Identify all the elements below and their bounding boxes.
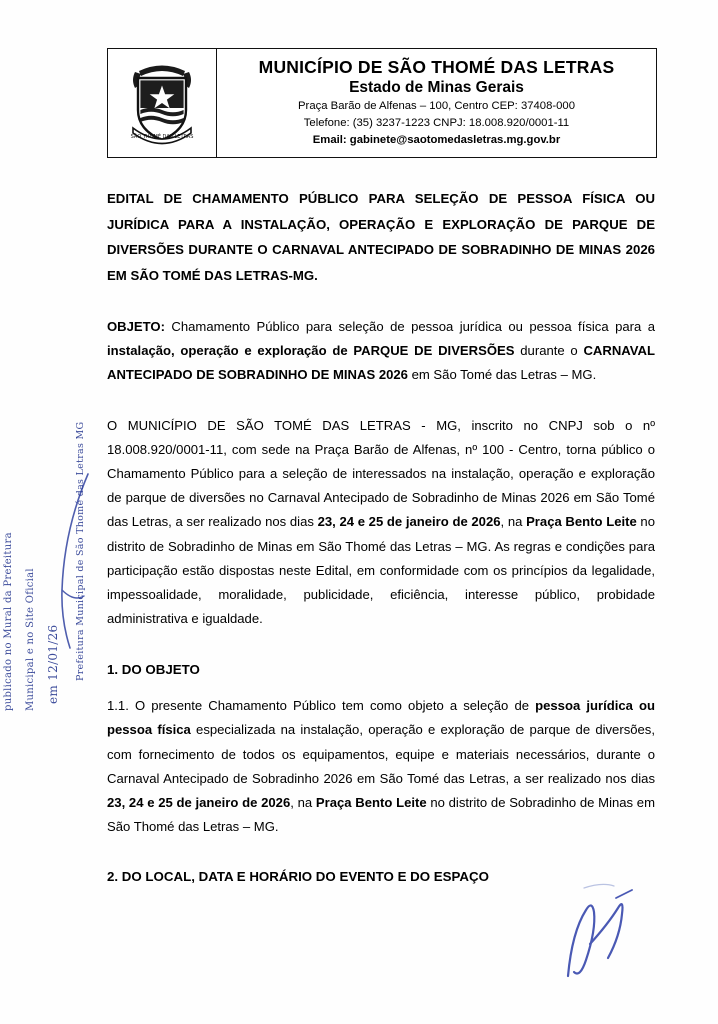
objeto-text-e: em São Tomé das Letras – MG. — [407, 367, 597, 383]
objeto-text-a: Chamamento Público para seleção de pessoa jurídica ou pessoa física para a — [164, 318, 655, 334]
svg-text:SÃO THOMÉ DAS LETRAS: SÃO THOMÉ DAS LETRAS — [130, 133, 194, 140]
coat-of-arms-icon — [125, 58, 199, 150]
section-1-heading: 1. DO OBJETO — [107, 661, 200, 677]
sec1-b: pessoa jurídica ou pessoa física — [107, 698, 655, 738]
phone-cnpj-line: Telefone: (35) 3237-1223 CNPJ: 18.008.920/0001-11 — [303, 117, 570, 130]
address-line: Praça Barão de Alfenas – 100, Centro CEP: 37408-000 — [298, 99, 575, 112]
margin-note-official-site: Municipal e no Site Oficial — [25, 568, 36, 711]
margin-note-publication: publicado no Mural da Prefeitura — [3, 532, 14, 711]
sec1-e: , na — [290, 795, 316, 811]
preamble-a: O MUNICÍPIO DE SÃO TOMÉ DAS LETRAS - MG, inscrito no CNPJ sob o nº 18.008.920/0001-11, com sede na Praça Barão de Alfenas, nº 100 - Centro, torna público o Chamamento Público para a seleção de interessados na instalação, operação e exploração de parque de diversões no Carnaval Antecipado de Sobradinho de Minas 2026 em São Tomé das Letras, a ser realizado nos dias — [107, 417, 655, 530]
letterhead-text — [217, 49, 656, 157]
margin-note-date: em 12/01/26 — [46, 624, 60, 704]
preamble-e: no distrito de Sobradinho de Minas em São Thomé das Letras – MG. As regras e condições para participação estão dispostas neste Edital, em conformidade com os princípios da legalidade, impessoalidade, moralidade, publicidade, eficiência, interesse público, probidade administrativa e igualdade. — [107, 514, 656, 627]
sec1-a: 1.1. O presente Chamamento Público tem como objeto a seleção de — [107, 698, 536, 714]
sec1-dates: 23, 24 e 25 de janeiro de 2026 — [107, 795, 291, 811]
preamble-place: Praça Bento Leite — [526, 514, 637, 530]
objeto-label: OBJETO: — [107, 318, 165, 334]
crest-cell — [108, 49, 217, 157]
objeto-text-d: CARNAVAL ANTECIPADO DE SOBRADINHO DE MINAS 2026 — [107, 343, 655, 383]
municipality-title: MUNICÍPIO DE SÃO THOMÉ DAS LETRAS — [258, 57, 615, 77]
document-body — [107, 186, 655, 890]
section-1-paragraph — [107, 694, 655, 839]
sec1-place: Praça Bento Leite — [315, 795, 427, 811]
objeto-text-b: instalação, operação e exploração de PARQUE DE DIVERSÕES — [107, 343, 515, 359]
sec1-g: no distrito de Sobradinho de Minas em São Thomé das Letras – MG. — [107, 795, 655, 835]
sec1-c: especializada na instalação, operação e exploração de parque de diversões, com fornecimento de todos os equipamentos, equipe e materiais necessários, durante o Carnaval Antecipado de Sobradinho 2026 em São Tomé das Letras, a ser realizado nos dias — [107, 722, 655, 786]
objeto-text-c: durante o — [514, 343, 584, 359]
preamble-c: , na — [500, 514, 527, 530]
margin-note-stamp: Prefeitura Municipal de São Thomé das Letras MG — [75, 421, 86, 681]
section-2-heading: 2. DO LOCAL, DATA E HORÁRIO DO EVENTO E DO ESPAÇO — [107, 869, 489, 885]
letterhead — [107, 48, 657, 158]
preamble-dates: 23, 24 e 25 de janeiro de 2026 — [317, 514, 501, 530]
preamble-paragraph — [107, 414, 655, 632]
handwritten-signature-icon — [556, 880, 666, 990]
edital-title: EDITAL DE CHAMAMENTO PÚBLICO PARA SELEÇÃO DE PESSOA FÍSICA OU JURÍDICA PARA A INSTALAÇÃO, OPERAÇÃO E EXPLORAÇÃO DE PARQUE DE DIVERSÕES DURANTE O CARNAVAL ANTECIPADO DE SOBRADINHO DE MINAS 2026 EM SÃO TOMÉ DAS LETRAS-MG. — [107, 191, 655, 284]
objeto-paragraph — [107, 315, 655, 388]
email-line: Email: gabinete@saotomedasletras.mg.gov.br — [312, 134, 561, 147]
state-subtitle: Estado de Minas Gerais — [349, 79, 524, 97]
